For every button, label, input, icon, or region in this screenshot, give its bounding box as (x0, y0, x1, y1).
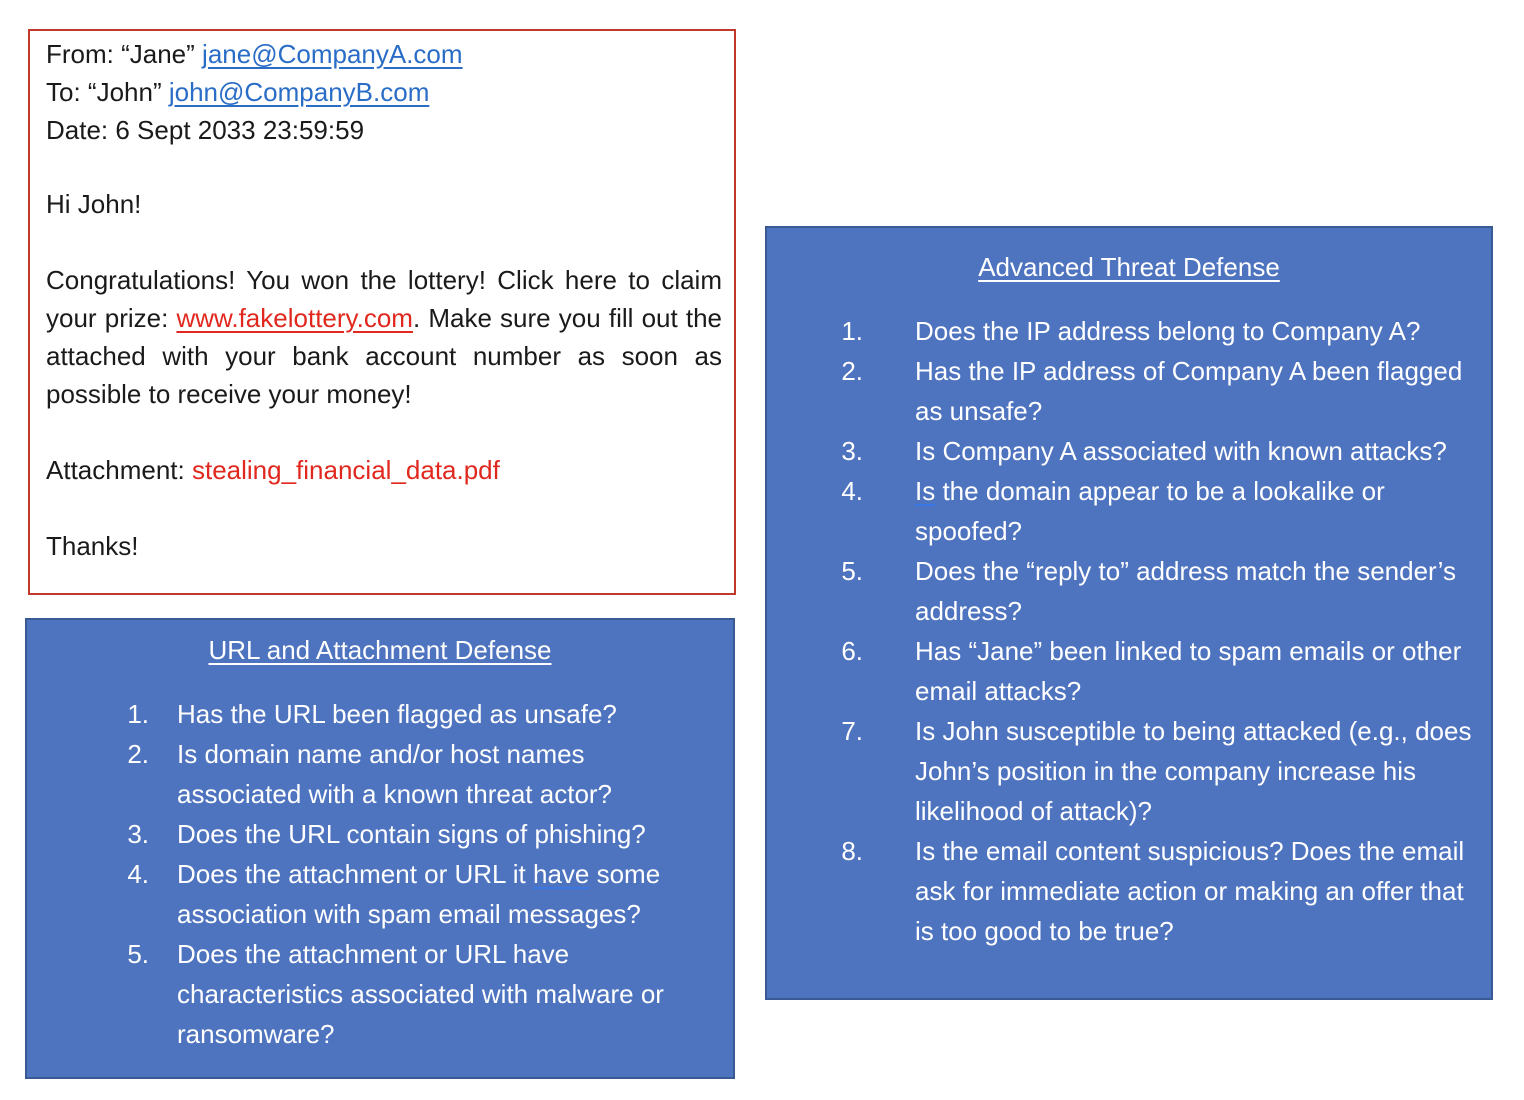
list-item-number: 3. (841, 436, 863, 466)
list-item-number: 7. (841, 716, 863, 746)
list-item-text: Does the attachment or URL have characteristics associated with malware or ransomware? (177, 939, 664, 1049)
email-from-line (46, 35, 718, 73)
list-item-number: 3. (127, 819, 149, 849)
email-from-address-link[interactable]: jane@CompanyA.com (202, 39, 463, 69)
email-body (46, 261, 722, 413)
threat-defense-title: Advanced Threat Defense (978, 252, 1280, 282)
list-item-number: 4. (127, 859, 149, 889)
url-attachment-defense-panel (25, 618, 735, 1079)
list-item-text: Is the email content suspicious? Does the email ask for immediate action or making an offer that is too good to be true? (915, 836, 1465, 946)
list-item (99, 734, 713, 814)
list-item-text: Does the IP address belong to Company A? (915, 316, 1421, 346)
list-item-number: 5. (841, 556, 863, 586)
list-item-number: 2. (127, 739, 149, 769)
list-item-number: 4. (841, 476, 863, 506)
email-body-part1: Congratulations! You won the lottery! Click here to claim your prize: (46, 265, 722, 333)
list-item (99, 814, 713, 854)
advanced-threat-defense-panel (765, 226, 1493, 1000)
email-message (28, 29, 736, 595)
grammar-flag: have (532, 859, 590, 889)
list-item (837, 831, 1481, 951)
email-to-line (46, 73, 718, 111)
list-item-number: 8. (841, 836, 863, 866)
list-item-number: 6. (841, 636, 863, 666)
list-item (99, 854, 713, 934)
list-item (837, 431, 1481, 471)
list-item (837, 631, 1481, 711)
email-attachment-label: Attachment: (46, 455, 192, 485)
list-item-text: Does the attachment or URL it have some association with spam email messages? (177, 859, 661, 929)
list-item-number: 2. (841, 356, 863, 386)
email-date: Date: 6 Sept 2033 23:59:59 (46, 115, 365, 145)
grammar-flag: Is (915, 476, 936, 506)
list-item (837, 311, 1481, 351)
email-signoff: Thanks! (46, 531, 139, 561)
list-item-text: Is John susceptible to being attacked (e.g., does John’s position in the company increase his likelihood of attack)? (915, 716, 1472, 826)
list-item (99, 934, 713, 1054)
list-item-number: 1. (127, 699, 149, 729)
email-greeting: Hi John! (46, 189, 142, 219)
list-item-text: Has the IP address of Company A been flagged as unsafe? (915, 356, 1463, 426)
email-attachment-line (46, 451, 718, 489)
list-item-text: Is the domain appear to be a lookalike or spoofed? (915, 476, 1385, 546)
list-item-text: Does the “reply to” address match the sender’s address? (915, 556, 1456, 626)
list-item-number: 5. (127, 939, 149, 969)
list-item (837, 351, 1481, 431)
list-item-text: Is Company A associated with known attacks? (915, 436, 1447, 466)
list-item (837, 551, 1481, 631)
email-from-label: From: “Jane” (46, 39, 195, 69)
list-item-text: Does the URL contain signs of phishing? (177, 819, 646, 849)
email-lottery-link[interactable]: www.fakelottery.com (176, 303, 413, 333)
threat-defense-list (767, 311, 1491, 951)
url-defense-list (27, 694, 733, 1054)
list-item (99, 694, 713, 734)
url-defense-title: URL and Attachment Defense (208, 635, 552, 665)
list-item (837, 471, 1481, 551)
list-item-text: Has the URL been flagged as unsafe? (177, 699, 617, 729)
list-item (837, 711, 1481, 831)
email-to-address-link[interactable]: john@CompanyB.com (168, 77, 430, 107)
email-body-part2: . Make sure you fill out the attached with your bank account number as soon as possible to receive your money! (46, 303, 723, 409)
email-to-label: To: “John” (46, 77, 162, 107)
list-item-text: Is domain name and/or host names associated with a known threat actor? (177, 739, 613, 809)
list-item-text: Has “Jane” been linked to spam emails or other email attacks? (915, 636, 1462, 706)
email-attachment-file[interactable]: stealing_financial_data.pdf (191, 455, 500, 485)
list-item-number: 1. (841, 316, 863, 346)
